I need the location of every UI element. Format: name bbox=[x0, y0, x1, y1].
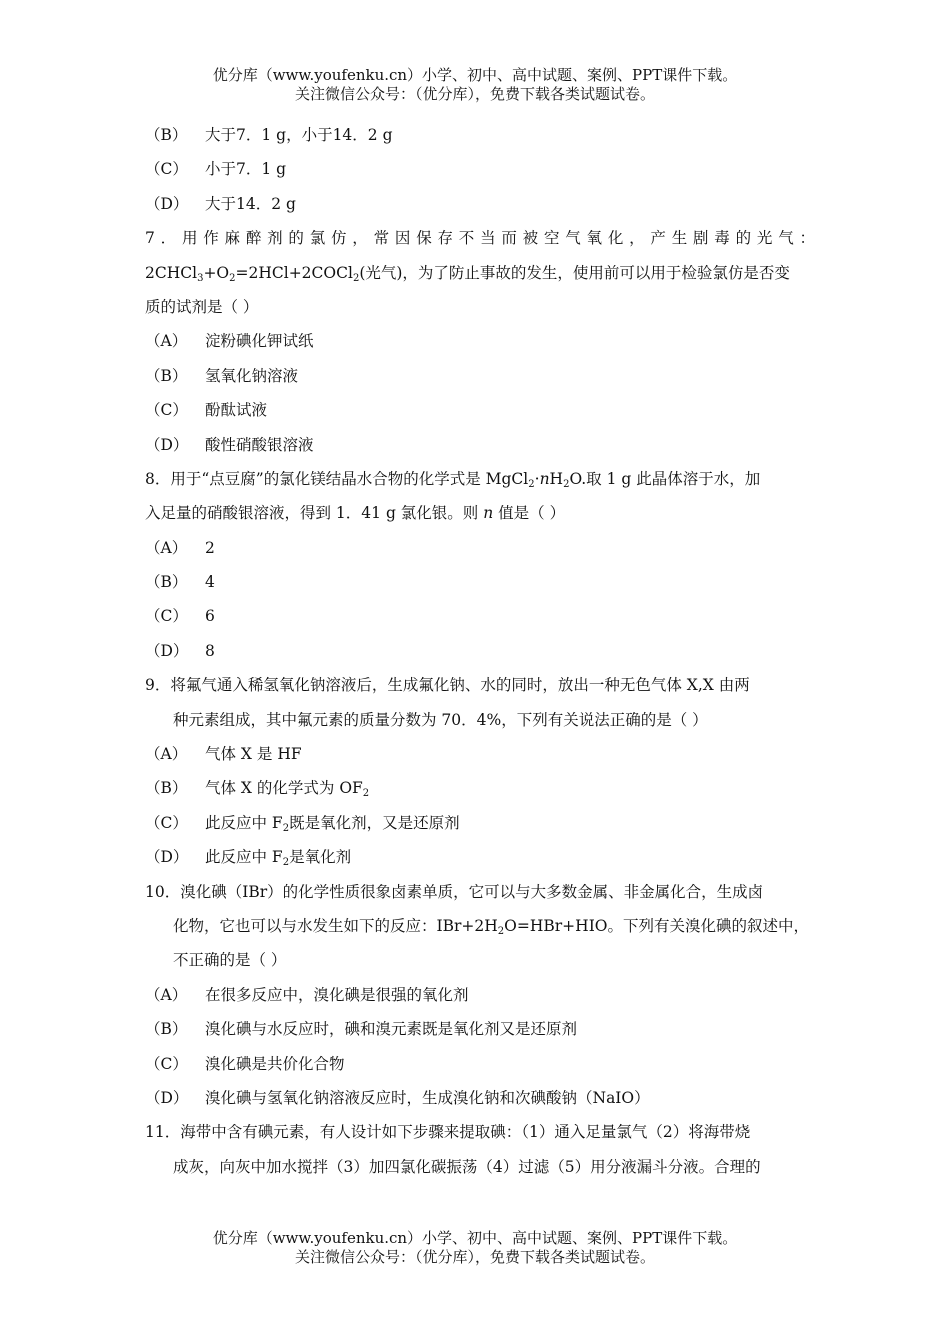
q8-option-d bbox=[145, 634, 815, 668]
q7-option-b bbox=[145, 359, 815, 393]
q8-option-a bbox=[145, 531, 815, 565]
option-text: 酸性硝酸银溶液 bbox=[205, 435, 314, 454]
option-label: （A） bbox=[145, 332, 188, 351]
option-label: （C） bbox=[145, 1054, 188, 1073]
q10-stem-line-3: 不正确的是（ ） bbox=[173, 951, 287, 970]
option-label: （B） bbox=[145, 779, 188, 798]
option-label: （C） bbox=[145, 607, 188, 626]
q9-option-b bbox=[145, 771, 815, 805]
option-label: （C） bbox=[145, 160, 188, 179]
q11-stem-line-1: 11．海带中含有碘元素，有人设计如下步骤来提取碘：（1）通入足量氯气（2）将海带烧 bbox=[145, 1123, 751, 1142]
q8-option-c bbox=[145, 599, 815, 633]
q10-option-a bbox=[145, 978, 815, 1012]
option-label: （D） bbox=[145, 435, 189, 454]
option-label: （D） bbox=[145, 1088, 189, 1107]
option-label: （A） bbox=[145, 985, 188, 1004]
q10-stem-line-2 bbox=[145, 909, 815, 943]
option-text: 是氧化剂 bbox=[289, 848, 352, 867]
option-text: 6 bbox=[205, 607, 215, 626]
q7-formula-part: +O bbox=[203, 263, 230, 282]
option-label: （C） bbox=[145, 813, 188, 832]
q10-stem-line-1: 10．溴化碘（IBr）的化学性质很象卤素单质，它可以与大多数金属、非金属化合，生成卤 bbox=[145, 882, 764, 901]
q8-option-b bbox=[145, 565, 815, 599]
q7-formula-part: =2HCl+2COCl bbox=[235, 263, 353, 282]
q9-stem-line-2: 种元素组成，其中氟元素的质量分数为 70．4%，下列有关说法正确的是（ ） bbox=[173, 710, 708, 729]
option-label: （C） bbox=[145, 401, 188, 420]
option-text: 淀粉碘化钾试纸 bbox=[205, 332, 314, 351]
q10-text-part: 化物，它也可以与水发生如下的反应：IBr+2H bbox=[173, 916, 498, 935]
q8-text-part: 值是（ ） bbox=[498, 504, 566, 523]
option-label: （D） bbox=[145, 194, 189, 213]
option-label: （B） bbox=[145, 573, 188, 592]
option-subscript: 2 bbox=[282, 822, 290, 834]
q8-text-part: 入足量的硝酸银溶液，得到 1．41 g 氯化银。则 bbox=[145, 504, 479, 523]
option-text: 8 bbox=[205, 641, 215, 660]
page-header bbox=[0, 66, 950, 104]
option-text: 溴化碘与氢氧化钠溶液反应时，生成溴化钠和次碘酸钠（NaIO） bbox=[205, 1088, 650, 1107]
option-text: 大于14．2 g bbox=[205, 194, 296, 213]
footer-line-2: 关注微信公众号：（优分库），免费下载各类试题试卷。 bbox=[294, 1248, 655, 1266]
q8-subscript: 2 bbox=[528, 478, 535, 490]
option-text: 氢氧化钠溶液 bbox=[205, 366, 299, 385]
option-text: 既是氧化剂，又是还原剂 bbox=[289, 813, 460, 832]
option-text: 2 bbox=[205, 538, 215, 557]
option-label: （A） bbox=[145, 745, 188, 764]
option-text: 4 bbox=[205, 573, 215, 592]
page-footer bbox=[0, 1229, 950, 1267]
option-label: （B） bbox=[145, 126, 188, 144]
q9-option-c bbox=[145, 806, 815, 840]
q7-option-a bbox=[145, 324, 815, 358]
q6-option-b bbox=[145, 118, 815, 152]
option-label: （A） bbox=[145, 538, 188, 557]
q8-stem-line-2 bbox=[145, 496, 815, 530]
q10-text-part: O=HBr+HIO。下列有关溴化碘的叙述中， bbox=[504, 916, 810, 935]
q8-text-part: O.取 1 g 此晶体溶于水，加 bbox=[569, 469, 761, 488]
q7-formula-part: 2CHCl bbox=[145, 263, 198, 282]
q7-subscript: 3 bbox=[197, 272, 204, 284]
q8-text-part: H bbox=[549, 469, 564, 488]
footer-line-1: 优分库（www.youfenku.cn）小学、初中、高中试题、案例、PPT课件下载。 bbox=[212, 1229, 738, 1247]
option-text: 气体 X 是 HF bbox=[205, 745, 302, 764]
q7-option-c bbox=[145, 393, 815, 427]
q8-subscript: 2 bbox=[563, 478, 570, 490]
q9-option-d bbox=[145, 840, 815, 874]
option-subscript: 2 bbox=[282, 857, 290, 869]
option-label: （B） bbox=[145, 1020, 188, 1039]
option-text: 溴化碘与水反应时，碘和溴元素既是氧化剂又是还原剂 bbox=[205, 1020, 578, 1039]
q7-subscript: 2 bbox=[352, 272, 360, 284]
q10-option-d bbox=[145, 1081, 815, 1115]
option-text: 此反应中 F bbox=[205, 813, 283, 832]
header-line-1: 优分库（www.youfenku.cn）小学、初中、高中试题、案例、PPT课件下载。 bbox=[212, 66, 738, 84]
q8-text-part: · bbox=[534, 469, 540, 488]
q10-option-c bbox=[145, 1047, 815, 1081]
q10-subscript: 2 bbox=[497, 925, 505, 937]
q8-variable-n: n bbox=[483, 504, 494, 523]
q7-stem-line-1: 7．用作麻醉剂的氯仿，常因保存不当而被空气氧化，产生剧毒的光气： bbox=[145, 229, 815, 248]
option-text: 气体 X 的化学式为 OF bbox=[205, 779, 363, 798]
document-body bbox=[145, 118, 815, 1184]
q8-variable-n: n bbox=[539, 469, 550, 488]
q9-stem-line-1: 9．将氟气通入稀氢氧化钠溶液后，生成氟化钠、水的同时，放出一种无色气体 X,X 由两 bbox=[145, 676, 750, 695]
option-text: 在很多反应中，溴化碘是很强的氧化剂 bbox=[205, 985, 469, 1004]
option-text: 酚酞试液 bbox=[205, 401, 268, 420]
q7-option-d bbox=[145, 428, 815, 462]
option-text: 小于7．1 g bbox=[205, 160, 287, 179]
q6-option-d bbox=[145, 187, 815, 221]
q7-subscript: 2 bbox=[229, 272, 236, 284]
q7-stem-line-2 bbox=[145, 256, 815, 290]
q8-stem-line-1 bbox=[145, 462, 815, 496]
option-label: （B） bbox=[145, 366, 188, 385]
option-text: 大于7．1 g，小于14．2 g bbox=[205, 126, 393, 144]
option-label: （D） bbox=[145, 848, 189, 867]
option-text: 溴化碘是共价化合物 bbox=[205, 1054, 345, 1073]
q7-formula-part: (光气)，为了防止事故的发生，使用前可以用于检验氯仿是否变 bbox=[359, 263, 790, 282]
header-line-2: 关注微信公众号：（优分库），免费下载各类试题试卷。 bbox=[294, 85, 655, 103]
option-text: 此反应中 F bbox=[205, 848, 283, 867]
option-label: （D） bbox=[145, 641, 189, 660]
q8-text-part: 8．用于“点豆腐”的氯化镁结晶水合物的化学式是 MgCl bbox=[145, 469, 529, 488]
q6-option-c bbox=[145, 152, 815, 186]
q11-stem-line-2: 成灰，向灰中加水搅拌（3）加四氯化碳振荡（4）过滤（5）用分液漏斗分液。合理的 bbox=[173, 1157, 761, 1176]
q7-stem-line-3: 质的试剂是（ ） bbox=[145, 297, 259, 316]
option-subscript: 2 bbox=[362, 788, 370, 800]
q9-option-a bbox=[145, 737, 815, 771]
q10-option-b bbox=[145, 1012, 815, 1046]
